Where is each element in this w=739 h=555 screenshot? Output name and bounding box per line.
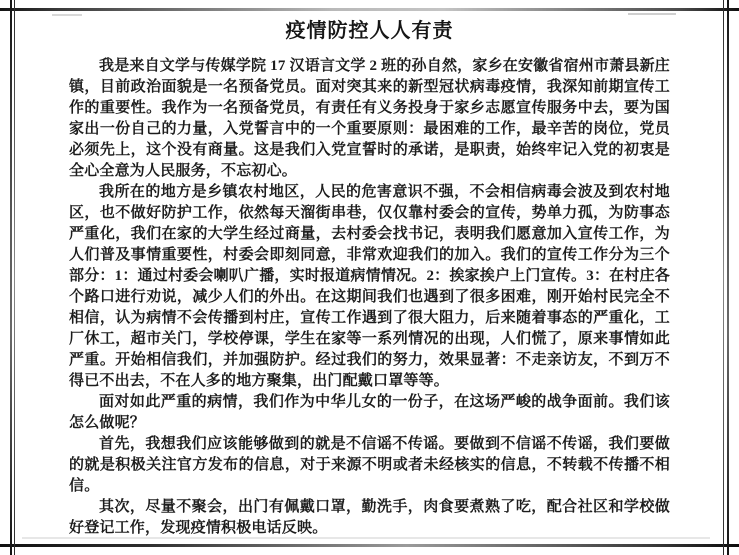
frame-right-outer-line bbox=[727, 0, 729, 555]
paragraph-intro: 我是来自文学与传媒学院 17 汉语言文学 2 班的孙自然，家乡在安徽省宿州市萧县新庄镇，目前政治面貌是一名预备党员。面对突其来的新型冠状病毒疫情，我深知前期宣传工作的重要性。我作为一名预备党员，有责任有义务投身于家乡志愿宣传服务中去，要为国家出一份自己的力量，入党誓言中的一个重要原则：最困难的工作，最辛苦的岗位，党员必须先上，这个没有商量。这是我们入党宣誓时的承诺，是职责，始终牢记入党的初衷是全心全意为人民服务，不忘初心。 bbox=[69, 58, 670, 179]
frame-right-inner-line bbox=[723, 0, 724, 555]
paragraph-first-advice: 首先，我想我们应该能够做到的就是不信谣不传谣。要做到不信谣不传谣，我们要做的就是积极关注官方发布的信息，对于来源不明或者未经核实的信息，不转载不传播不相信。 bbox=[69, 436, 670, 494]
frame-left-inner-line bbox=[14, 0, 15, 555]
frame-bottom-line bbox=[0, 544, 739, 547]
frame-top-line bbox=[0, 8, 739, 11]
paragraph-second-advice: 其次，尽量不聚会，出门有佩戴口罩，勤洗手，肉食要煮熟了吃，配合社区和学校做好登记工作，发现疫情积极电话反映。 bbox=[69, 499, 670, 536]
paragraph-village-work: 我所在的地方是乡镇农村地区，人民的危害意识不强，不会相信病毒会波及到农村地区，也不做好防护工作，依然每天溜街串巷，仅仅靠村委会的宣传，势单力孤，为防事态严重化，我们在家的大学生经过商量，去村委会找书记，表明我们愿意加入宣传工作，为人们普及事情重要性，村委会即刻同意，非常欢迎我们的加入。我们的宣传工作分为三个部分：1：通过村委会喇叭广播，实时报道病情情况。2：挨家挨户上门宣传。3：在村庄各个路口进行劝说，减少人们的外出。在这期间我们也遇到了很多困难，刚开始村民完全不相信，认为病情不会传播到村庄，宣传工作遇到了很大阻力，后来随着事态的严重化，工厂休工，超市关门，学校停课，学生在家等一系列情况的出现，人们慌了，原来事情如此严重。开始相信我们，并加强防护。经过我们的努力，效果显著：不走亲访友，不到万不得已不出去，不在人多的地方聚集，出门配戴口罩等等。 bbox=[69, 184, 670, 389]
document-content bbox=[69, 14, 670, 539]
document-title: 疫情防控人人有责 bbox=[285, 20, 454, 42]
frame-left-outer-line bbox=[10, 0, 12, 555]
paragraph-question: 面对如此严重的病情，我们作为中华儿女的一份子，在这场严峻的战争面前。我们该怎么做呢？ bbox=[69, 394, 670, 431]
